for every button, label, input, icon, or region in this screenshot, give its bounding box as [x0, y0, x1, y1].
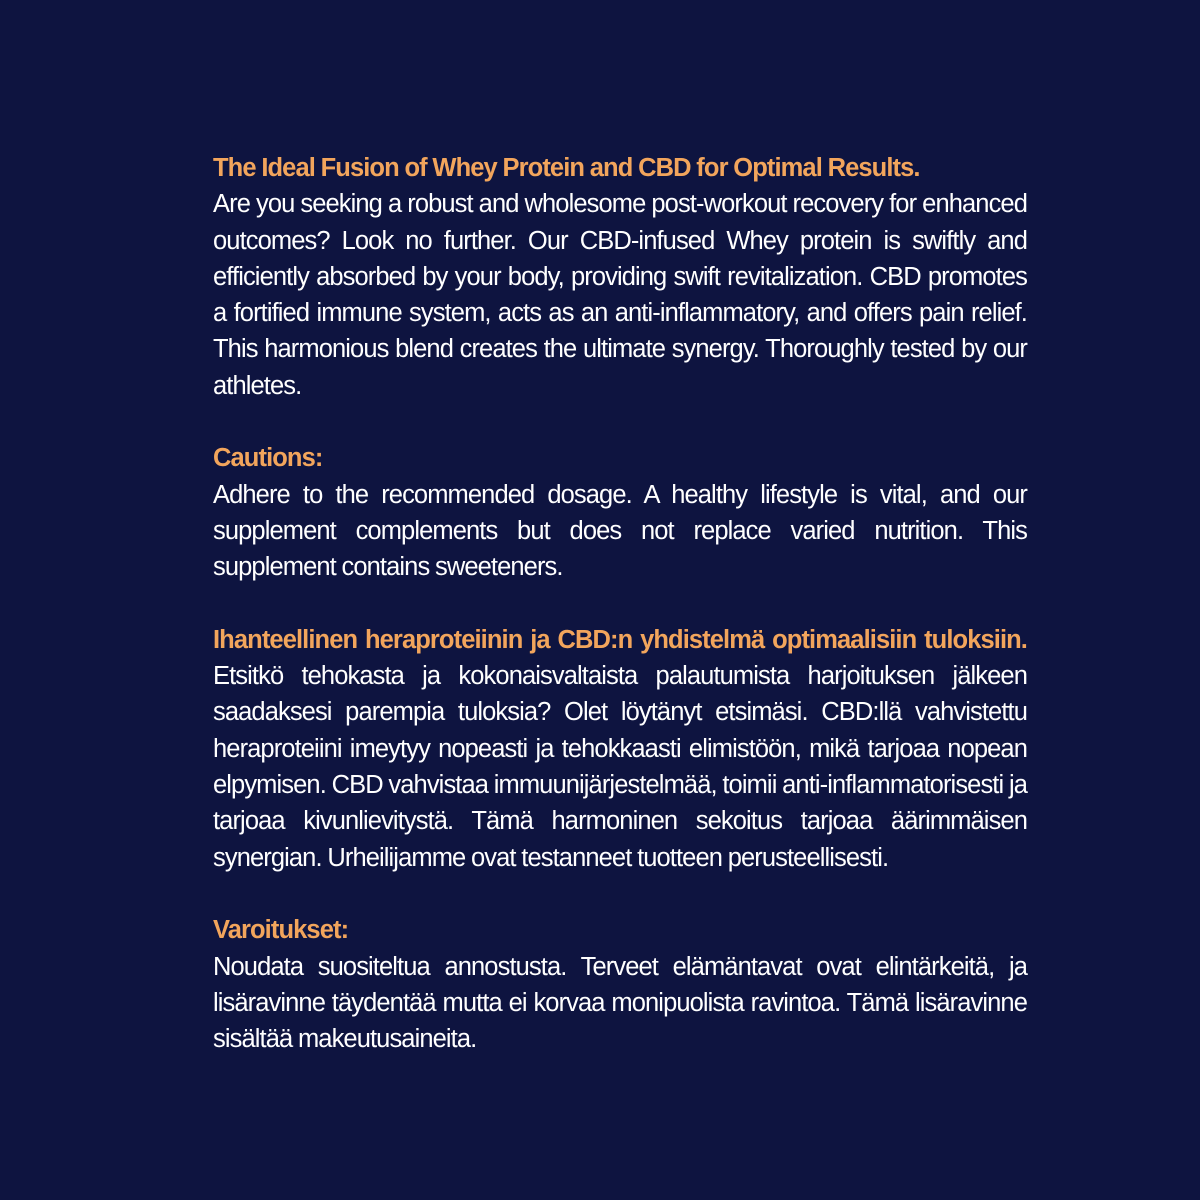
section-heading: Ihanteellinen heraproteiinin ja CBD:n yhdistelmä optimaalisiin tuloksiin. [213, 625, 1027, 654]
description-content [213, 150, 1027, 1057]
section-body: Noudata suositeltua annostusta. Terveet elämäntavat ovat elintärkeitä, ja lisäravinne täydentää mutta ei korvaa monipuolista ravintoa. Tämä lisäravinne sisältää makeutusaineita. [213, 952, 1027, 1054]
section-cautions-fi [213, 912, 1027, 1057]
section-body: Adhere to the recommended dosage. A healthy lifestyle is vital, and our supplement complements but does not replace varied nutrition. This supplement contains sweeteners. [213, 480, 1027, 582]
section-heading: Cautions: [213, 444, 323, 473]
section-intro-en [213, 150, 1027, 404]
section-heading: The Ideal Fusion of Whey Protein and CBD for Optimal Results. [213, 154, 920, 182]
section-cautions-en [213, 440, 1027, 585]
section-intro-fi [213, 622, 1027, 876]
section-heading: Varoitukset: [213, 916, 349, 945]
section-body: Are you seeking a robust and wholesome post-workout recovery for enhanced outcomes? Look no further. Our CBD-infused Whey protein is swiftly and efficiently absorbed by your body, providing swift revitalization. CBD promotes a fortified immune system, acts as an anti-inflammatory, and offers pain relief. This harmonious blend creates the ultimate synergy. Thoroughly tested by our athletes. [213, 190, 1027, 400]
section-body: Etsitkö tehokasta ja kokonaisvaltaista palautumista harjoituksen jälkeen saadaksesi parempia tuloksia? Olet löytänyt etsimäsi. CBD:llä vahvistettu heraproteiini imeytyy nopeasti ja tehokkaasti elimistöön, mikä tarjoaa nopean elpymisen. CBD vahvistaa immuunijärjestelmää, toimii anti-inflammatorisesti ja tarjoaa kivunlievitystä. Tämä harmoninen sekoitus tarjoaa äärimmäisen synergian. Urheilijamme ovat testanneet tuotteen perusteellisesti. [213, 662, 1027, 872]
